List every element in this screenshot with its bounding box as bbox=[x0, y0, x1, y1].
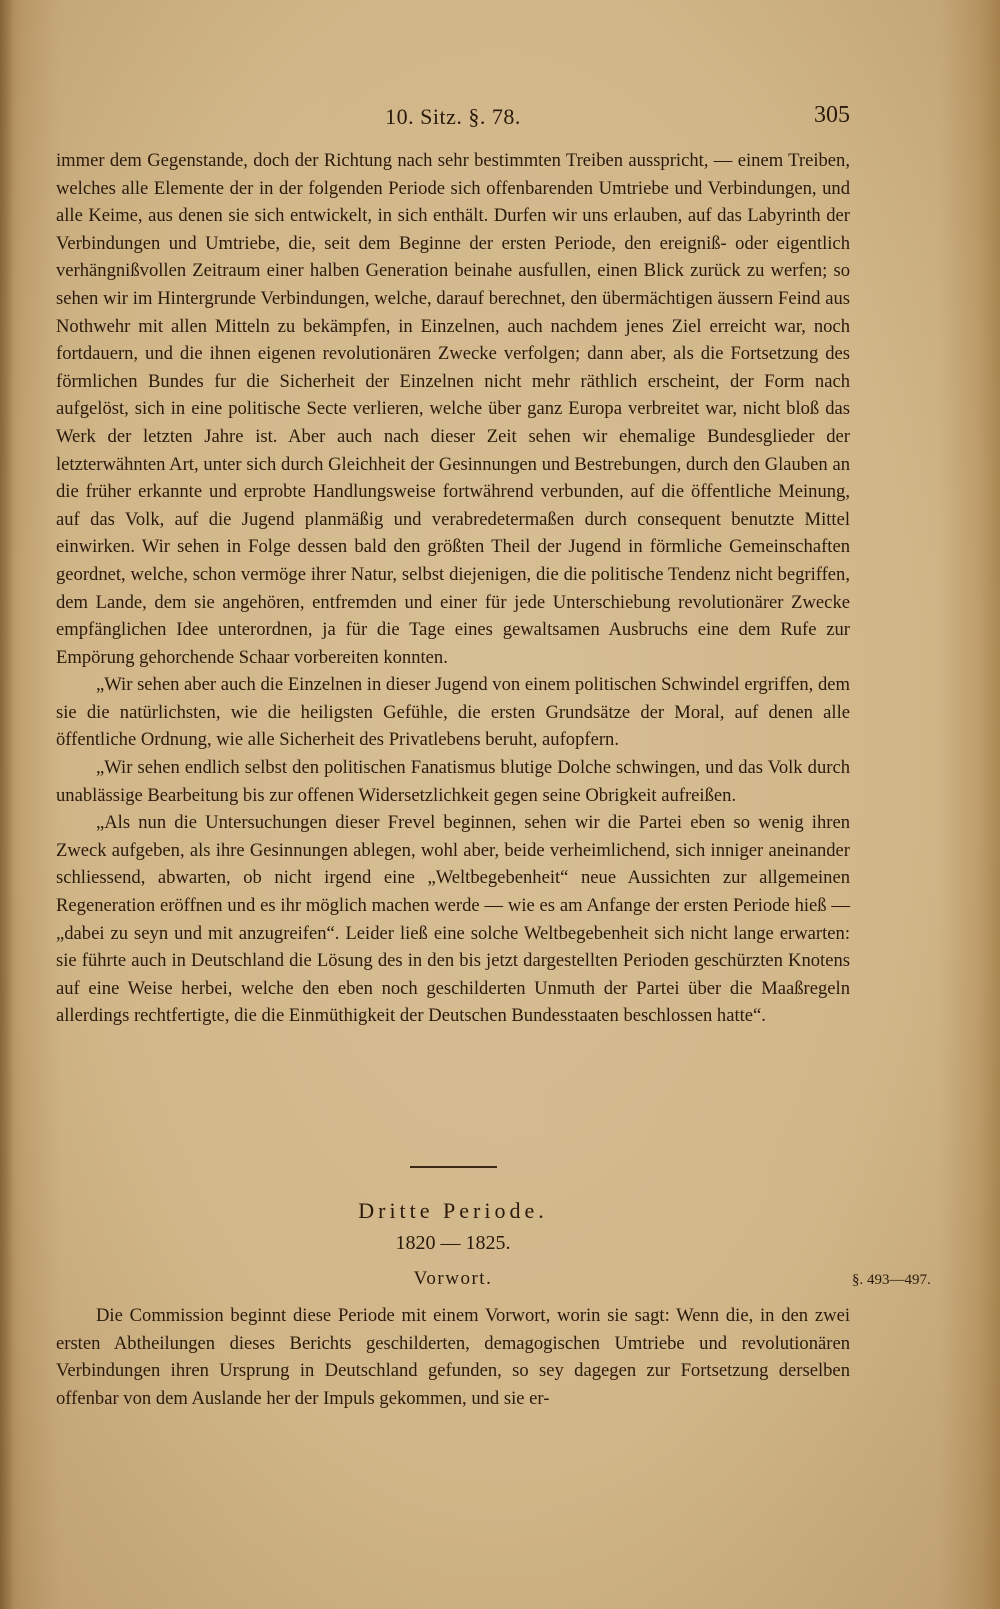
paragraph-quote-2: „Wir sehen endlich selbst den politischen Fanatismus blutige Dolche schwingen, und das Volk durch unablässige Bearbeitung bis zur offenen Widersetzlichkeit gegen seine Obrigkeit aufreißen. bbox=[56, 757, 850, 806]
page-gutter-shadow bbox=[0, 0, 14, 1609]
section-years: 1820 — 1825. bbox=[395, 1232, 511, 1254]
main-text bbox=[56, 147, 850, 1030]
section-divider bbox=[410, 1166, 497, 1168]
paragraph-continuation: immer dem Gegenstande, doch der Richtung nach sehr bestimmten Treiben ausspricht, — einem Treiben, welches alle Elemente der in der folgenden Periode sich offenbarenden Umtriebe und Verbindungen, und alle Keime, aus denen sie sich entwickelt, in sich enthält. Durfen wir uns erlauben, auf das Labyrinth der Verbindungen und Umtriebe, die, seit dem Beginne der ersten Periode, den ereigniß- oder eigentlich verhängnißvollen Zeitraum einer halben Generation beinahe ausfullen, einen Blick zurück zu werfen; so sehen wir im Hintergrunde Verbindungen, welche, darauf berechnet, den übermächtigen äussern Feind aus Nothwehr mit allen Mitteln zu bekämpfen, in Einzelnen, auch nachdem jenes Ziel erreicht war, noch fortdauern, und die ihnen eigenen revolutionären Zwecke verfolgen; dann aber, als die Fortsetzung des förmlichen Bundes fur die Sicherheit der Einzelnen nicht mehr räthlich erscheint, der Form nach aufgelöst, sich in eine politische Secte verlieren, welche über ganz Europa verbreitet war, nicht bloß das Werk der letzten Jahre ist. Aber auch nach dieser Zeit sehen wir ehemalige Bundesglieder der letzterwähnten Art, unter sich durch Gleichheit der Gesinnungen und Bestrebungen, durch den Glauben an die früher erkannte und erprobte Handlungsweise fortwährend verbunden, auf die öffentliche Meinung, auf das Volk, auf die Jugend planmäßig und verabredetermaßen durch consequent benutzte Mittel einwirken. Wir sehen in Folge dessen bald den größten Theil der Jugend in förmliche Gemeinschaften geordnet, welche, schon vermöge ihrer Natur, selbst diejenigen, die die politische Tendenz nicht begriffen, dem Lande, dem sie angehören, entfremden und einer für jede Unterschiebung revolutionärer Zwecke empfänglichen Idee unterordnen, ja für die Tage eines gewaltsamen Ausbruchs eine dem Rufe zur Empörung gehorchende Schaar vorbereiten konnten. bbox=[56, 150, 850, 668]
section-title: Dritte Periode. bbox=[358, 1198, 548, 1223]
section-subtitle: Vorwort. bbox=[413, 1268, 493, 1289]
running-head: 10. Sitz. §. 78. bbox=[385, 104, 521, 129]
page-header bbox=[56, 100, 850, 136]
paragraph-quote-3: „Als nun die Untersuchungen dieser Frevel beginnen, sehen wir die Partei eben so wenig ihren Zweck aufgeben, als ihre Gesinnungen ablegen, wohl aber, beide verheimlichend, sich inniger aneinander schliessend, abwarten, ob nicht irgend eine „Weltbegebenheit“ neue Aussichten zur allgemeinen Regeneration eröffnen und es ihr möglich machen werde — wie es am Anfange der ersten Periode hieß — „dabei zu seyn und mit anzugreifen“. Leider ließ eine solche Weltbegebenheit sich nicht lange erwarten: sie führte auch in Deutschland die Lösung des in den bis jetzt dargestellten Perioden geschürzten Knotens auf eine Weise herbei, welche den eben noch geschilderten Unmuth der Partei über die Maaßregeln allerdings rechtfertigte, die die Einmüthigkeit der Deutschen Bundesstaaten beschlossen hatte“. bbox=[56, 812, 850, 1027]
closing-text bbox=[56, 1302, 850, 1412]
paragraph-vorwort: Die Commission beginnt diese Periode mit einem Vorwort, worin sie sagt: Wenn die, in den zwei ersten Abtheilungen dieses Berichts geschilderten, demagogischen Umtriebe und revolutionären Verbindungen ihren Ursprung in Deutschland gefunden, so sey dagegen zur Fortsetzung derselben offenbar von dem Auslande her der Impuls gekommen, und sie er- bbox=[56, 1305, 850, 1409]
margin-reference: §. 493—497. bbox=[852, 1272, 931, 1288]
paragraph-quote-1: „Wir sehen aber auch die Einzelnen in dieser Jugend von einem politischen Schwindel ergriffen, dem sie die natürlichsten, wie die heiligsten Gefühle, die ersten Grundsätze der Moral, auf denen alle öffentliche Ordnung, wie alle Sicherheit des Privatlebens beruht, aufopfern. bbox=[56, 674, 850, 751]
page-number: 305 bbox=[814, 102, 850, 128]
